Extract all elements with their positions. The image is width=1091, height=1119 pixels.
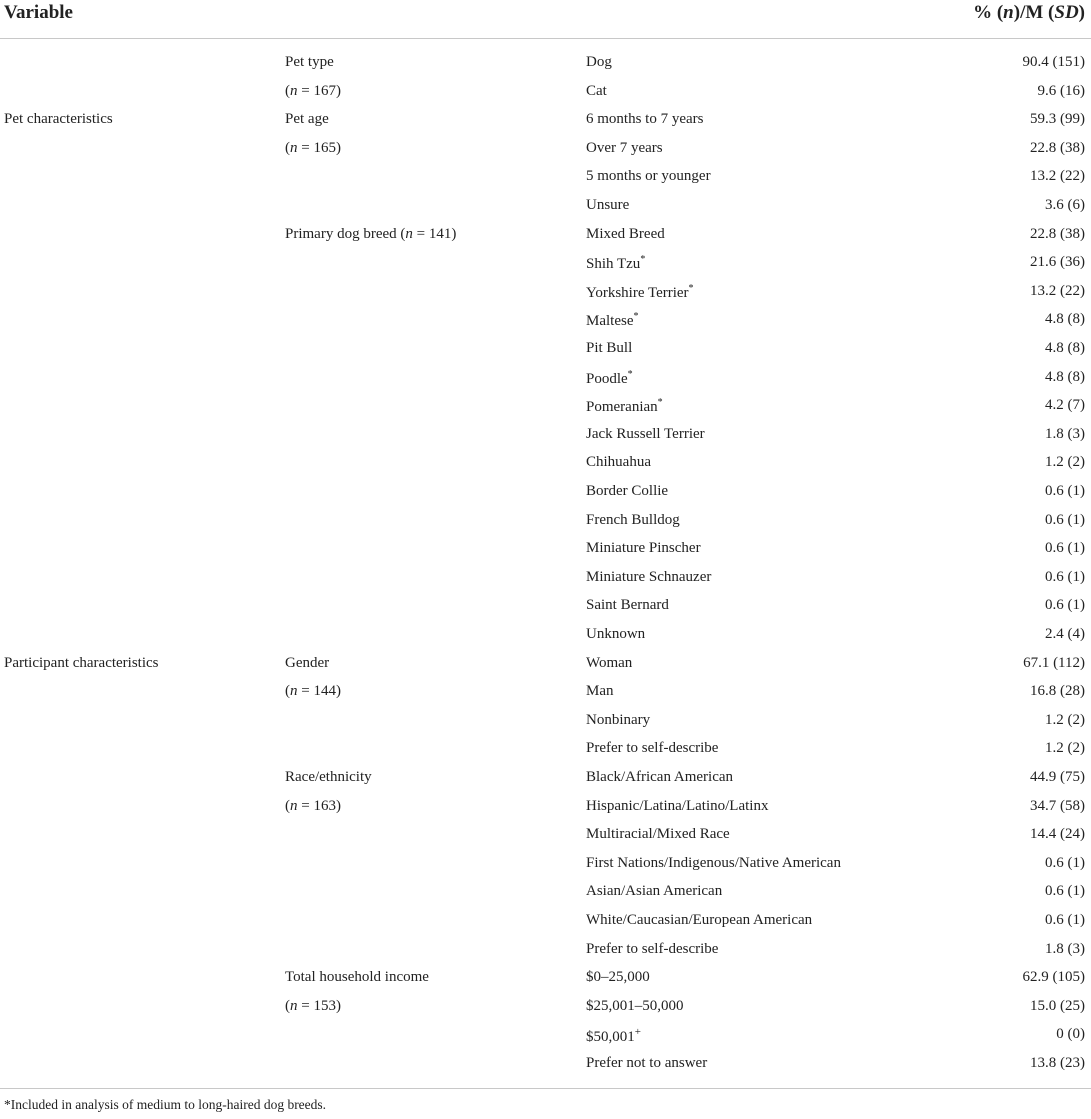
category-cell: Miniature Pinscher	[586, 540, 701, 557]
value-cell: 13.8 (23)	[1030, 1055, 1085, 1071]
category-cell: Saint Bernard	[586, 597, 669, 614]
value-cell: 9.6 (16)	[1037, 82, 1085, 99]
table-row	[0, 936, 1091, 965]
value-cell: 0 (0)	[1056, 1026, 1085, 1043]
table-row	[0, 964, 1091, 993]
table-row	[0, 278, 1091, 307]
value-cell: 4.8 (8)	[1045, 368, 1085, 385]
category-cell: Cat	[586, 82, 607, 99]
category-cell: Multiracial/Mixed Race	[586, 826, 730, 843]
table-row	[0, 878, 1091, 907]
value-cell: 62.9 (105)	[1022, 969, 1085, 986]
category-cell: Yorkshire Terrier*	[586, 282, 694, 301]
category-cell: Prefer not to answer	[586, 1055, 708, 1071]
category-cell: Shih Tzu*	[586, 254, 646, 273]
value-cell: 4.8 (8)	[1045, 340, 1085, 356]
value-cell: 1.2 (2)	[1045, 740, 1085, 757]
value-cell: 1.8 (3)	[1045, 940, 1085, 957]
category-cell: First Nations/Indigenous/Native American	[586, 854, 841, 871]
category-cell: Poodle*	[586, 368, 633, 387]
table-row	[0, 478, 1091, 507]
category-cell: Asian/Asian American	[586, 883, 723, 900]
value-cell: 13.2 (22)	[1030, 168, 1085, 185]
variable-cell: Total household income	[285, 969, 429, 986]
table-footnote: *Included in analysis of medium to long-haired dog breeds.	[4, 1097, 327, 1112]
table-row	[0, 735, 1091, 764]
category-cell: Maltese*	[586, 311, 639, 330]
value-cell: 16.8 (28)	[1030, 683, 1085, 700]
variable-cell: Race/ethnicity	[285, 769, 372, 785]
category-cell: $25,001–50,000	[586, 997, 684, 1014]
value-cell: 44.9 (75)	[1030, 769, 1085, 785]
category-cell: White/Caucasian/European American	[586, 912, 813, 928]
table-row	[0, 449, 1091, 478]
category-cell: Over 7 years	[586, 139, 663, 156]
table-row	[0, 1021, 1091, 1050]
table-row	[0, 1050, 1091, 1079]
category-cell: Border Collie	[586, 483, 669, 499]
value-cell: 0.6 (1)	[1045, 511, 1085, 528]
category-cell: $50,001+	[586, 1026, 641, 1046]
table-header	[0, 0, 1091, 38]
category-cell: Pit Bull	[586, 340, 633, 356]
value-cell: 0.6 (1)	[1045, 568, 1085, 585]
value-cell: 1.2 (2)	[1045, 711, 1085, 728]
table-row	[0, 392, 1091, 421]
category-cell: Jack Russell Terrier	[586, 425, 705, 442]
table-row	[0, 821, 1091, 850]
variable-cell: (n = 163)	[285, 797, 341, 814]
header-rule	[0, 38, 1091, 39]
category-cell: Unsure	[586, 197, 630, 213]
variable-cell: (n = 144)	[285, 683, 341, 700]
value-cell: 0.6 (1)	[1045, 483, 1085, 499]
value-cell: 1.2 (2)	[1045, 454, 1085, 471]
value-cell: 0.6 (1)	[1045, 540, 1085, 557]
category-cell: Mixed Breed	[586, 225, 665, 242]
header-value: % (n)/M (SD)	[973, 2, 1085, 23]
header-variable: Variable	[4, 2, 73, 23]
table-row	[0, 707, 1091, 736]
table-row	[0, 306, 1091, 335]
value-cell: 4.2 (7)	[1045, 397, 1085, 414]
category-cell: 6 months to 7 years	[586, 111, 704, 128]
category-cell: Woman	[586, 654, 633, 671]
value-cell: 34.7 (58)	[1030, 797, 1085, 814]
value-cell: 0.6 (1)	[1045, 597, 1085, 614]
category-cell: Nonbinary	[586, 711, 651, 728]
value-cell: 21.6 (36)	[1030, 254, 1085, 271]
value-cell: 22.8 (38)	[1030, 225, 1085, 242]
table-row	[0, 421, 1091, 450]
table-row	[0, 907, 1091, 936]
category-cell: $0–25,000	[586, 969, 650, 986]
table-row	[0, 221, 1091, 250]
section-cell: Participant characteristics	[4, 654, 159, 671]
category-cell: Prefer to self-describe	[586, 940, 719, 957]
category-cell: Dog	[586, 54, 612, 70]
table-row	[0, 507, 1091, 536]
variable-cell: (n = 153)	[285, 997, 341, 1014]
value-cell: 0.6 (1)	[1045, 883, 1085, 900]
category-cell: Man	[586, 683, 614, 700]
variable-cell: Primary dog breed (n = 141)	[285, 225, 457, 242]
footer-rule	[0, 1088, 1091, 1089]
variable-cell: (n = 165)	[285, 139, 341, 156]
table-row	[0, 650, 1091, 679]
variable-cell: (n = 167)	[285, 82, 341, 99]
value-cell: 22.8 (38)	[1030, 139, 1085, 156]
value-cell: 0.6 (1)	[1045, 854, 1085, 871]
value-cell: 0.6 (1)	[1045, 912, 1085, 928]
value-cell: 67.1 (112)	[1023, 654, 1085, 671]
table-row	[0, 335, 1091, 364]
table-row	[0, 764, 1091, 793]
table-row	[0, 192, 1091, 221]
table-row	[0, 993, 1091, 1022]
variable-cell: Gender	[285, 654, 330, 671]
category-cell: Hispanic/Latina/Latino/Latinx	[586, 797, 769, 814]
value-cell: 2.4 (4)	[1045, 626, 1085, 642]
category-cell: Pomeranian*	[586, 397, 663, 416]
value-cell: 90.4 (151)	[1022, 54, 1085, 70]
table-row	[0, 249, 1091, 278]
value-cell: 59.3 (99)	[1030, 111, 1085, 128]
table-row	[0, 106, 1091, 135]
table-row	[0, 78, 1091, 107]
table-row	[0, 135, 1091, 164]
table-row	[0, 793, 1091, 822]
table-row	[0, 535, 1091, 564]
value-cell: 13.2 (22)	[1030, 282, 1085, 299]
value-cell: 15.0 (25)	[1030, 997, 1085, 1014]
category-cell: Miniature Schnauzer	[586, 568, 712, 585]
value-cell: 3.6 (6)	[1045, 197, 1085, 213]
variable-cell: Pet type	[285, 54, 334, 70]
section-cell: Pet characteristics	[4, 111, 113, 128]
category-cell: French Bulldog	[586, 511, 680, 528]
category-cell: Chihuahua	[586, 454, 651, 471]
category-cell: Unknown	[586, 626, 646, 642]
value-cell: 14.4 (24)	[1030, 826, 1085, 843]
category-cell: 5 months or younger	[586, 168, 711, 185]
table-row	[0, 592, 1091, 621]
table-row	[0, 364, 1091, 393]
table-row	[0, 621, 1091, 650]
value-cell: 4.8 (8)	[1045, 311, 1085, 328]
variable-cell: Pet age	[285, 111, 329, 128]
table-row	[0, 678, 1091, 707]
category-cell: Black/African American	[586, 769, 734, 785]
table-row	[0, 163, 1091, 192]
table-row	[0, 564, 1091, 593]
table-row	[0, 850, 1091, 879]
value-cell: 1.8 (3)	[1045, 425, 1085, 442]
category-cell: Prefer to self-describe	[586, 740, 719, 757]
table-row	[0, 49, 1091, 78]
